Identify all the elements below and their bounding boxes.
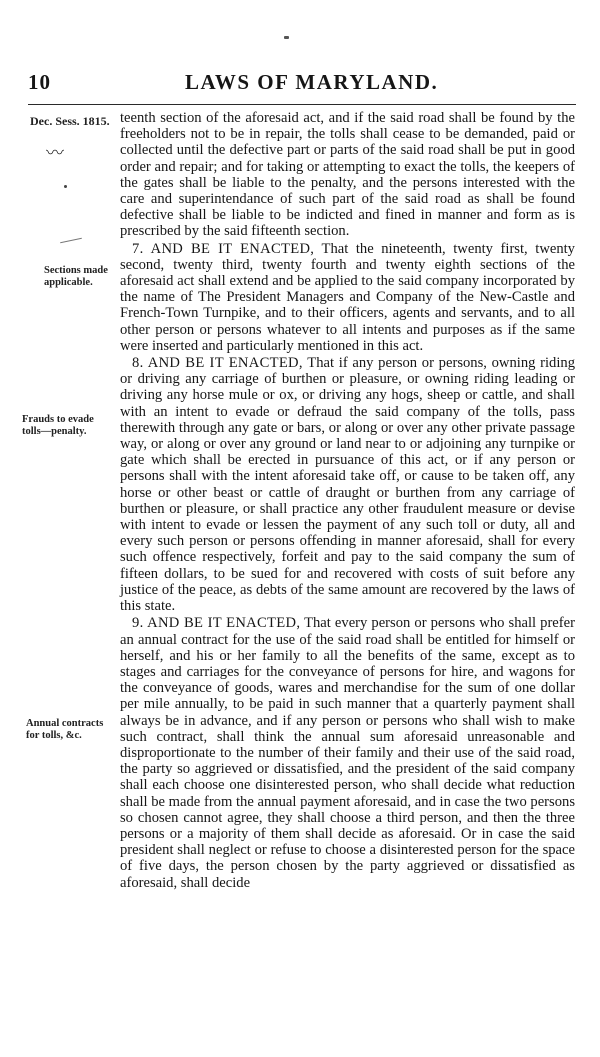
page-number: 10: [28, 70, 51, 94]
section-text: That every person or persons who shall prefer an annual contract for the use of the said road shall be entitled for himself or herself, and his or her family to all the benefits of the same, except as to stages and carriages for the conveyance of persons for hire, and wagons for the conveyance of goods, wares and merchandise for the sum of one dollar per mile annually, to be paid in such manner that a quarterly payment shall always be in advance, and if any person or persons who shall wish to make such contract, shall think the annual sum aforesaid unreasonable and disproportionate to the number of their family and their use of the said road, the party so aggrieved or dissatisfied, and the president of the said company shall each choose one disinterested person, who shall decide what reduction shall be made from the annual payment aforesaid, and in case the two persons so chosen cannot agree, they shall choose a third person, and then the three persons or a majority of them shall decide as aforesaid. Or in case the said president shall neglect or refuse to choose a disinterested person for the space of five days, the person chosen by the party aggrieved or dissatisfied as aforesaid, shall decide: [120, 615, 575, 891]
page-speck: [284, 36, 289, 39]
section-text: That if any person or persons, owning riding or driving any carriage of burthen or pleasure, or owning riding leading or driving any horse mule or ox, or driving any hogs, sheep or cattle, and shall with an intent to evade or defraud the said company of the tolls, pass therewith through any gate or bars, or along or over any other private passage way, or along or over any ground or land near to or adjoining any turnpike or gate which shall be erected in pursuance of this act, or if any person or persons shall with the intent aforesaid take off, or cause to be taken off, any horse or other beast or cattle of draught or burthen from any carriage of burthen or pleasure, or shall practice any other fraudulent measure or devise with intent to evade or lessen the payment of any such toll or duty, all and every such person or persons offending in manner aforesaid, shall for every such offence respectively, forfeit and pay to the said company the sum of fifteen dollars, to be sued for and recovered with costs of suit before any justice of the peace, as debts of the same amount are recovered by the laws of this state.: [120, 355, 575, 615]
ink-dot: [64, 185, 67, 188]
statute-text: [120, 110, 575, 892]
section-text: That the nineteenth, twenty first, twenty second, twenty third, twenty fourth and twenty eighth sections of the aforesaid act shall extend and be applied to the said company incorporated by the name of The President Managers and Company of the New-Castle and French-Town Turnpike, and to their officers, agents and servants, and to all other person or persons whatever to all intents and purposes as if the same were inserted and particularly mentioned in this act.: [120, 240, 575, 354]
section-7: [120, 241, 575, 354]
section-heading: 9. AND BE IT ENACTED,: [132, 615, 301, 632]
ink-stroke: [60, 238, 82, 244]
paragraph-continuation: [120, 110, 575, 240]
marginal-note-frauds: Frauds to evade tolls—penalty.: [22, 414, 94, 437]
marginal-note-annual: Annual contracts for tolls, &c.: [26, 718, 104, 741]
section-heading: 8. AND BE IT ENACTED,: [132, 355, 303, 372]
paragraph-text: teenth section of the aforesaid act, and if the said road shall be found by the freeholders not to be in repair, the tolls shall cease to be demanded, paid or collected until the defective part or parts of the said road shall be put in good order and repair; and for taking or attempting to exact the tolls, the keepers of the gates shall be liable to the penalty, and the persons interested with the care and superintendance of such part of the said road as shall be found defective shall be liable to be indicted and fined in manner and form as is prescribed by the said fifteenth section.: [120, 110, 575, 240]
flourish-ornament-icon: 〰: [46, 143, 64, 163]
running-title: LAWS OF MARYLAND.: [185, 70, 439, 94]
session-marginal-note: Dec. Sess. 1815.: [30, 114, 110, 128]
page-header: [0, 70, 600, 100]
marginal-note-sections: Sections made applicable.: [44, 265, 108, 288]
section-heading: 7. AND BE IT ENACTED,: [132, 240, 315, 257]
section-9: [120, 615, 575, 890]
section-8: [120, 355, 575, 614]
header-rule: [28, 104, 576, 105]
